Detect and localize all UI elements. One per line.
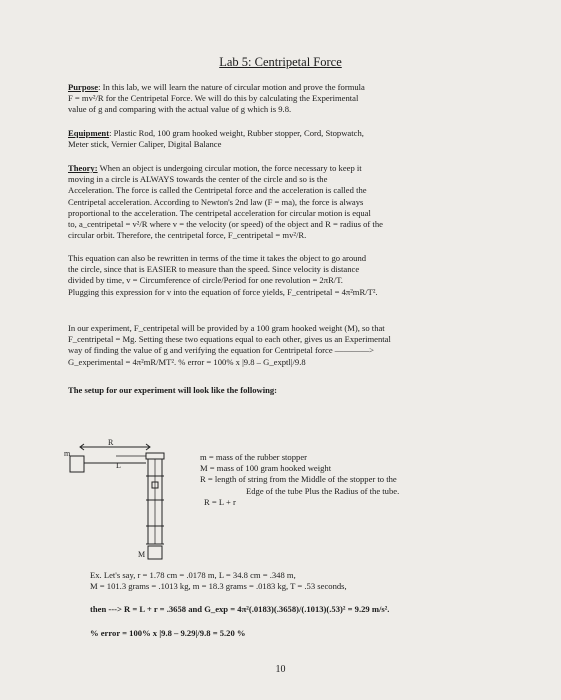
example-line: Ex. Let's say, r = 1.78 cm = .0178 m, L = 34.8 cm = .348 m,	[90, 570, 296, 580]
theory-line: Acceleration. The force is called the Centripetal force and the acceleration is called the	[68, 185, 367, 196]
equipment-line: : Plastic Rod, 100 gram hooked weight, Rubber stopper, Cord, Stopwatch,	[109, 128, 364, 138]
theory-line: circular orbit. Therefore, the centripetal force, F_centripetal = mv²/R.	[68, 230, 307, 241]
purpose-line: : In this lab, we will learn the nature of circular motion and prove the formula	[98, 82, 365, 92]
r-label: R	[108, 438, 114, 447]
theory-line: moving in a circle is ALWAYS towards the center of the circle and so is the	[68, 174, 328, 185]
setup-caption: The setup for our experiment will look like the following:	[68, 385, 278, 395]
legend-line: R = length of string from the Middle of the stopper to the	[200, 474, 397, 485]
legend-line: Edge of the tube Plus the Radius of the tube.	[246, 485, 400, 496]
page-title: Lab 5: Centripetal Force	[219, 55, 342, 69]
diagram-legend	[200, 452, 500, 508]
paragraph-line: In our experiment, F_centripetal will be provided by a 100 gram hooked weight (M), so that	[68, 323, 385, 333]
paragraph-line: way of finding the value of g and verifying the equation for Centripetal force ————>	[68, 345, 375, 356]
theory-heading: Theory:	[68, 163, 98, 173]
paragraph-line: the circle, since that is EASIER to measure than the speed. Since velocity is distance	[68, 264, 360, 275]
paragraph-line: Plugging this expression for v into the equation of force yields, F_centripetal = 4π²mR/T².	[68, 286, 378, 297]
l-label: L	[116, 461, 121, 470]
page-number: 10	[275, 664, 286, 675]
legend-line: R = L + r	[204, 496, 236, 507]
example-line: M = 101.3 grams = .1013 kg, m = 18.3 grams = .0183 kg, T = .53 seconds,	[90, 581, 347, 592]
equipment-heading: Equipment	[68, 128, 110, 138]
paragraph-line: This equation can also be rewritten in terms of the time it takes the object to go around	[68, 253, 367, 263]
purpose-heading: Purpose	[68, 82, 99, 92]
paragraph-line: F_centripetal = Mg. Setting these two equations equal to each other, gives us an Experimental	[68, 334, 391, 345]
purpose-section	[68, 82, 478, 116]
purpose-line: F = mv²/R for the Centripetal Force. We will do this by calculating the Experimental	[68, 93, 359, 104]
equipment-line: Meter stick, Vernier Caliper, Digital Balance	[68, 139, 222, 150]
paragraph-line: G_experimental = 4π²mR/MT². % error = 100% x |9.8 – G_exptl|/9.8	[68, 356, 306, 367]
m-label: m	[64, 449, 71, 458]
theory-line: Centripetal acceleration. According to Newton's 2nd law (F = ma), the force is always	[68, 196, 364, 207]
purpose-line: value of g and comparing with the actual value of g which is 9.8.	[68, 104, 292, 115]
theory-line: When an object is undergoing circular motion, the force necessary to keep it	[97, 163, 362, 173]
apparatus-diagram	[60, 436, 180, 564]
experiment-paragraph	[68, 323, 478, 368]
worked-example	[90, 570, 510, 639]
rubber-stopper	[70, 456, 84, 472]
rewrite-paragraph	[68, 253, 478, 298]
legend-line: M = mass of 100 gram hooked weight	[200, 463, 332, 474]
big-m-label: M	[138, 550, 146, 559]
theory-line: to, a_centripetal = v²/R where v = the velocity (or speed) of the object and R = radius of the	[68, 219, 383, 230]
paragraph-line: divided by time, v = Circumference of circle/Period for one revolution = 2πR/T.	[68, 275, 343, 286]
theory-section	[68, 163, 478, 241]
legend-line: m = mass of the rubber stopper	[200, 452, 307, 462]
example-line: then ---> R = L + r = .3658 and G_exp = 4π²(.0183)(.3658)/(.1013)(.53)² = 9.29 m/s².	[90, 604, 390, 615]
equipment-section	[68, 128, 478, 150]
theory-line: proportional to the acceleration. The centripetal acceleration for circular motion is equal	[68, 207, 371, 218]
example-line: % error = 100% x |9.8 – 9.29|/9.8 = 5.20 %	[90, 627, 246, 638]
hooked-weight	[148, 546, 162, 559]
